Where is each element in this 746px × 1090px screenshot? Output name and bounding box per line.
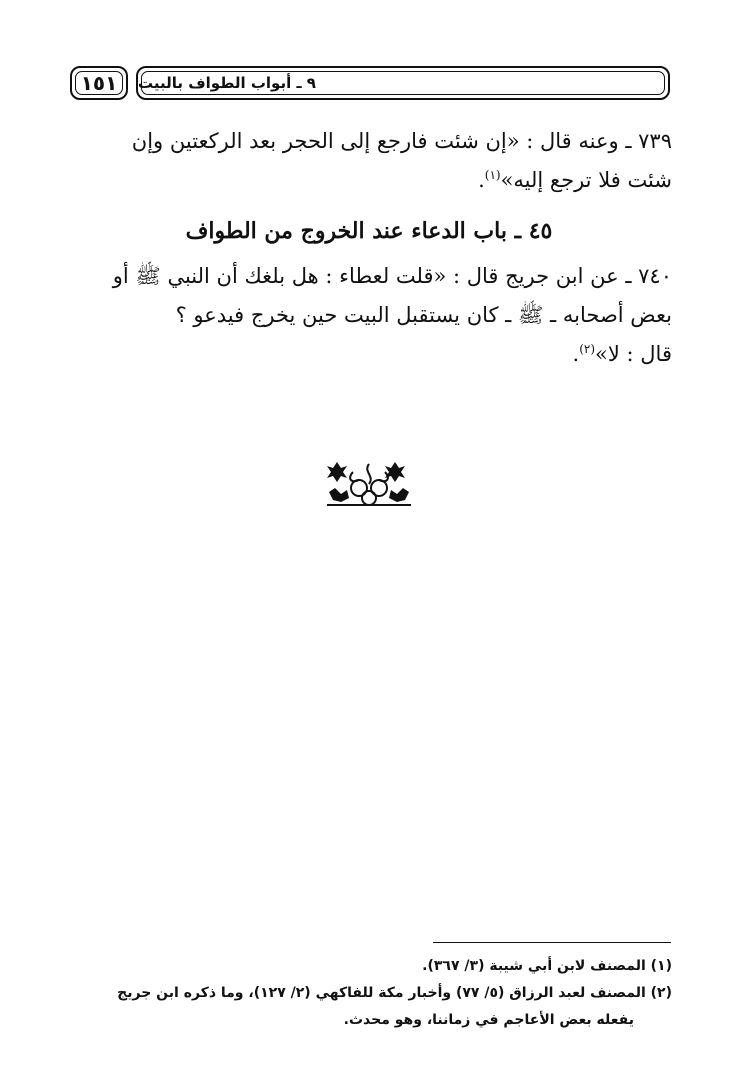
- hadith-740-line-2: بعض أصحابه ـ ﷺ ـ كان يستقبل البيت حين يخرج فيدعو ؟: [175, 303, 672, 327]
- footnote-divider: [433, 942, 671, 943]
- footnote-2-line-2: يفعله بعض الأعاجم في زماننا، وهو محدث.: [343, 1012, 634, 1028]
- hadith-740-text: قال : لا»: [595, 342, 672, 366]
- section-heading: ٤٥ ـ باب الدعاء عند الخروج من الطواف: [185, 218, 553, 244]
- hadith-739-end: .: [478, 168, 485, 192]
- page-number: ١٥١: [70, 66, 128, 100]
- chapter-title: ٩ ـ أبواب الطواف بالبيت: [136, 66, 670, 100]
- footnote-2-line-1: (٢) المصنف لعبد الرزاق (٥/ ٧٧) وأخبار مكة للفاكهي (٢/ ١٢٧)، وما ذكره ابن جريج: [117, 985, 672, 1001]
- hadith-739: [66, 122, 672, 200]
- hadith-740: [66, 257, 672, 374]
- hadith-739-text: شئت فلا ترجع إليه»: [500, 168, 672, 192]
- hadith-739-line-1: ٧٣٩ ـ وعنه قال : «إن شئت فارجع إلى الحجر بعد الركعتين وإن: [131, 129, 672, 153]
- hadith-740-line-3: [66, 335, 672, 374]
- footnote-ref-2[interactable]: (٢): [579, 342, 596, 356]
- footnote-ref-1[interactable]: (١): [484, 168, 501, 182]
- ornament-icon: [323, 458, 415, 508]
- hadith-739-line-2: [66, 161, 672, 200]
- hadith-740-line-1: ٧٤٠ ـ عن ابن جريج قال : «قلت لعطاء : هل بلغك أن النبي ﷺ أو: [112, 264, 672, 288]
- hadith-740-end: .: [572, 342, 580, 366]
- page-header: [70, 66, 670, 102]
- footnotes: [66, 953, 672, 1034]
- footnote-1: (١) المصنف لابن أبي شيبة (٣/ ٣٦٧).: [422, 958, 672, 974]
- main-content: [66, 122, 672, 384]
